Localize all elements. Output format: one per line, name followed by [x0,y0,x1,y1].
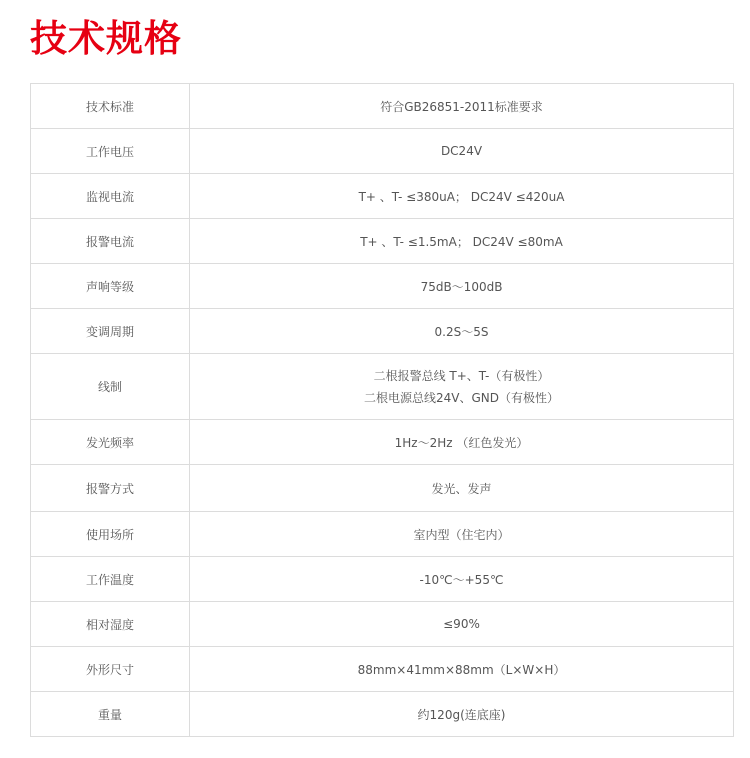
table-row [31,420,734,465]
table-row [31,465,734,512]
spec-value: DC24V [190,129,734,174]
spec-value: 符合GB26851-2011标准要求 [190,84,734,129]
spec-value-line: 二根报警总线 T+、T-（有极性） [373,368,550,383]
table-row [31,309,734,354]
spec-label: 监视电流 [31,174,190,219]
spec-label: 变调周期 [31,309,190,354]
spec-value: T+ 、T- ≤1.5mA； DC24V ≤80mA [190,219,734,264]
table-row [31,512,734,557]
spec-value: -10℃～+55℃ [190,557,734,602]
spec-value: ≤90% [190,602,734,647]
spec-label: 工作电压 [31,129,190,174]
spec-value: 约120g(连底座) [190,692,734,737]
spec-table [30,83,734,737]
spec-label: 线制 [31,354,190,420]
table-row [31,129,734,174]
spec-label: 相对湿度 [31,602,190,647]
spec-label: 声响等级 [31,264,190,309]
spec-value [190,354,734,420]
table-row [31,174,734,219]
spec-value: 1Hz～2Hz （红色发光） [190,420,734,465]
spec-value: 室内型（住宅内） [190,512,734,557]
spec-label: 技术标准 [31,84,190,129]
spec-value: 发光、发声 [190,465,734,512]
spec-value: T+ 、T- ≤380uA； DC24V ≤420uA [190,174,734,219]
table-row [31,692,734,737]
table-row [31,219,734,264]
spec-value-line: 二根电源总线24V、GND（有极性） [364,390,559,405]
table-row [31,84,734,129]
page-title: 技术规格 [30,17,182,60]
spec-label: 外形尺寸 [31,647,190,692]
spec-value: 88mm×41mm×88mm（L×W×H） [190,647,734,692]
spec-label: 报警电流 [31,219,190,264]
spec-label: 使用场所 [31,512,190,557]
table-row [31,557,734,602]
spec-label: 报警方式 [31,465,190,512]
spec-label: 工作温度 [31,557,190,602]
spec-value: 0.2S～5S [190,309,734,354]
table-row [31,647,734,692]
table-row [31,264,734,309]
spec-label: 发光频率 [31,420,190,465]
spec-label: 重量 [31,692,190,737]
spec-value: 75dB～100dB [190,264,734,309]
table-row [31,602,734,647]
table-row [31,354,734,420]
